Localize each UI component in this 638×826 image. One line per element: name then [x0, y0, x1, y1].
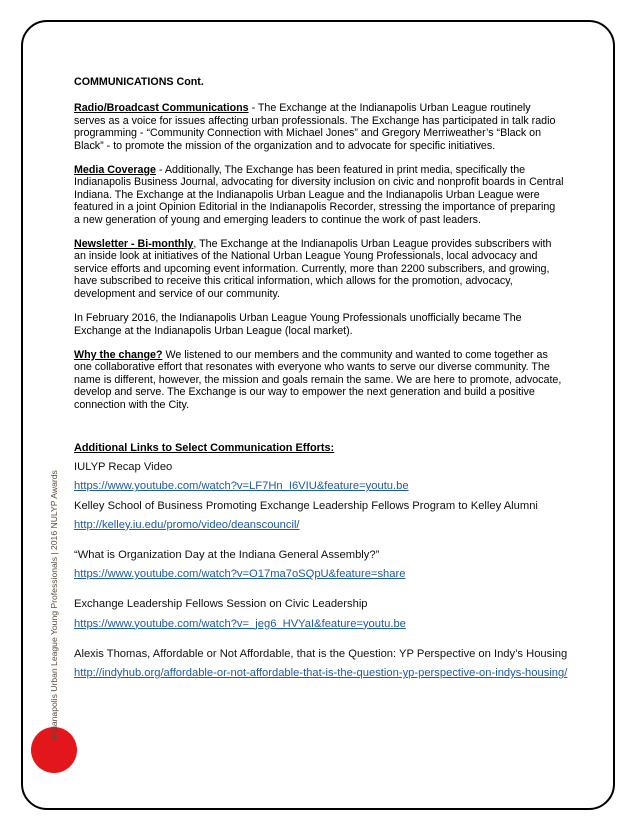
spacer [74, 634, 574, 645]
radio-paragraph [74, 102, 564, 152]
links-heading: Additional Links to Select Communication Efforts: [74, 442, 335, 454]
link-url[interactable]: http://kelley.iu.edu/promo/video/deanscouncil/ [74, 518, 300, 531]
links-section [74, 439, 574, 683]
radio-heading: Radio/Broadcast Communications [74, 102, 249, 115]
media-heading: Media Coverage [74, 164, 156, 177]
why-body: We listened to our members and the community and wanted to come together as one collaborative effort that resonates with everyone who wants to serve our diverse community. The name is different, however, the mission and goals remain the same. We are here to promote, advocate, develop and serve. The Exchange is our way to empower the next generation and build a positive connection with the City. [74, 348, 562, 411]
newsletter-body: , The Exchange at the Indianapolis Urban League provides subscribers with an inside look at initiatives of the National Urban League Young Professionals, local advocacy and service efforts and upcoming event information. Currently, more than 2200 subscribers, and growing, have subscribed to receive this critical information, which allows for the promotion, advocacy, development and service of our community. [74, 238, 552, 300]
link-label: Exchange Leadership Fellows Session on Civic Leadership [74, 598, 368, 611]
why-paragraph [74, 349, 564, 411]
newsletter-heading: Newsletter - Bi-monthly [74, 238, 194, 251]
link-label: Kelley School of Business Promoting Exchange Leadership Fellows Program to Kelley Alumni [74, 499, 538, 512]
link-label: Alexis Thomas, Affordable or Not Affordable, that is the Question: YP Perspective on Indy’s Housing [74, 647, 568, 660]
page-title: COMMUNICATIONS Cont. [74, 76, 204, 88]
main-content [74, 76, 564, 423]
link-label: “What is Organization Day at the Indiana General Assembly?” [74, 549, 380, 562]
spacer [74, 535, 574, 546]
radio-body: - The Exchange at the Indianapolis Urban League routinely serves as a voice for issues affecting urban professionals. The Exchange has participated in talk radio programming - “Community Connection with Michael Jones” and Gregory Merriweather’s “Black on Black” - to promote the mission of the organization and to advocate for specific initiatives. [74, 102, 556, 152]
media-paragraph [74, 164, 564, 226]
link-url[interactable]: https://www.youtube.com/watch?v=LF7Hn_I6VIU&feature=youtu.be [74, 480, 409, 493]
link-url[interactable]: https://www.youtube.com/watch?v=_jeg6_HVYaI&feature=youtu.be [74, 617, 406, 630]
link-label: IULYP Recap Video [74, 461, 173, 474]
newsletter-paragraph [74, 238, 564, 300]
why-heading: Why the change? [74, 348, 163, 361]
link-url[interactable]: http://indyhub.org/affordable-or-not-affordable-that-is-the-question-yp-perspective-on-indys-housing/ [74, 667, 568, 680]
february-paragraph: In February 2016, the Indianapolis Urban League Young Professionals unofficially became The Exchange at the Indianapolis Urban League (local market). [74, 312, 522, 337]
sidebar-footer-text: Indianapolis Urban League Young Professionals | 2016 NULYP Awards [49, 470, 59, 740]
spacer [74, 584, 574, 595]
link-url[interactable]: https://www.youtube.com/watch?v=O17ma7oSQpU&feature=share [74, 568, 406, 581]
media-body: - Additionally, The Exchange has been featured in print media, specifically the Indianapolis Business Journal, advocating for diversity inclusion on civic and nonprofit boards in Central Indiana. The Exchange at the Indianapolis Urban League and the Indianapolis Urban League were featured in a joint Opinion Editorial in the Indianapolis Recorder, stressing the importance of preparing a new generation of young and emerging leaders to continue the work of past leaders. [74, 164, 564, 226]
